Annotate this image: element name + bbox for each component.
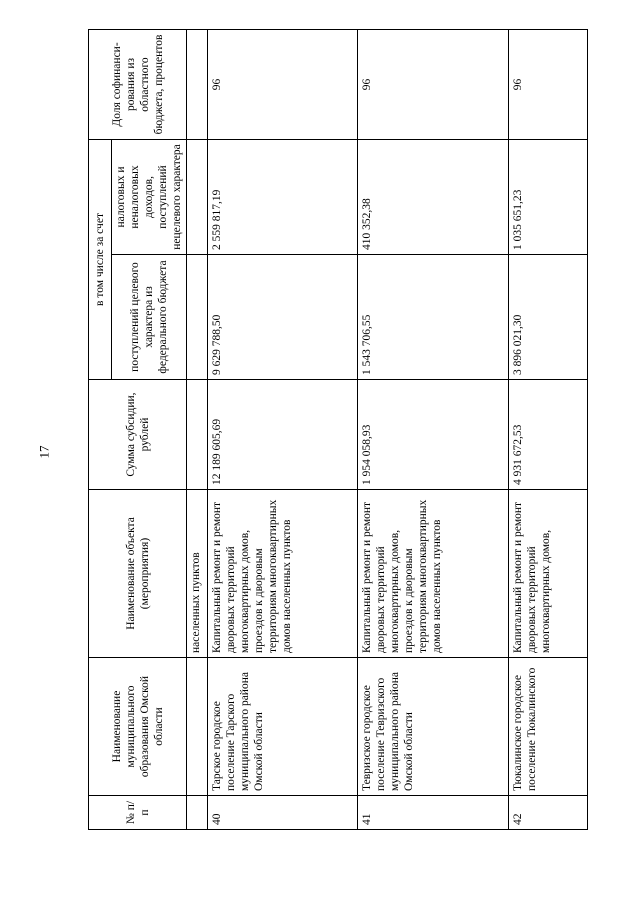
cell-municipality: Тюкалинское городское поселение Тюкалинского — [508, 658, 587, 796]
cell-tax — [187, 140, 208, 255]
cell-federal — [187, 255, 208, 380]
cell-municipality — [187, 658, 208, 796]
header-federal: поступлений целевого характера из федерального бюджета — [112, 255, 187, 380]
table-row — [508, 30, 587, 830]
cell-subsidy: 12 189 605,69 — [208, 380, 358, 490]
cell-object: Капитальный ремонт и ремонт дворовых территорий многоквартирных домов, — [508, 490, 587, 658]
header-tax: налоговых и неналоговых доходов, поступлений нецелевого характера — [112, 140, 187, 255]
table-row — [208, 30, 358, 830]
cell-object: Капитальный ремонт и ремонт дворовых территорий многоквартирных домов, проездов к дворовым территориям многоквартирных домов населенных пунктов — [208, 490, 358, 658]
cell-num: 40 — [208, 796, 358, 830]
cell-subsidy — [187, 380, 208, 490]
cell-object: Капитальный ремонт и ремонт дворовых территорий многоквартирных домов, проездов к дворовым территориям многоквартирных домов населенных пунктов — [358, 490, 508, 658]
cell-tax: 410 352,38 — [358, 140, 508, 255]
table-row — [358, 30, 508, 830]
page-number: 17 — [36, 445, 52, 459]
header-incl-group: в том числе за счет — [89, 140, 112, 380]
rotated-table-wrapper — [88, 30, 588, 830]
cell-subsidy: 1 954 058,93 — [358, 380, 508, 490]
header-subsidy: Сумма субсидии, рублей — [89, 380, 187, 490]
cell-num: 42 — [508, 796, 587, 830]
cell-share — [187, 30, 208, 140]
cell-tax: 2 559 817,19 — [208, 140, 358, 255]
cell-share: 96 — [358, 30, 508, 140]
cell-municipality: Тевризское городское поселение Тевризского муниципального района Омской области — [358, 658, 508, 796]
cell-object: населенных пунктов — [187, 490, 208, 658]
header-share: Доля софинанси-рования из областного бюджета, процентов — [89, 30, 187, 140]
cell-federal: 9 629 788,50 — [208, 255, 358, 380]
cell-federal: 1 543 706,55 — [358, 255, 508, 380]
cell-num: 41 — [358, 796, 508, 830]
cell-share: 96 — [508, 30, 587, 140]
cell-num — [187, 796, 208, 830]
header-municipality: Наименование муниципального образования Омской области — [89, 658, 187, 796]
subsidy-table — [88, 29, 588, 830]
table-row-continuation — [187, 30, 208, 830]
cell-federal: 3 896 021,30 — [508, 255, 587, 380]
cell-municipality: Тарское городское поселение Тарского муниципального района Омской области — [208, 658, 358, 796]
header-object: Наименование объекта (мероприятия) — [89, 490, 187, 658]
cell-tax: 1 035 651,23 — [508, 140, 587, 255]
cell-share: 96 — [208, 30, 358, 140]
cell-subsidy: 4 931 672,53 — [508, 380, 587, 490]
header-num: № п/п — [89, 796, 187, 830]
